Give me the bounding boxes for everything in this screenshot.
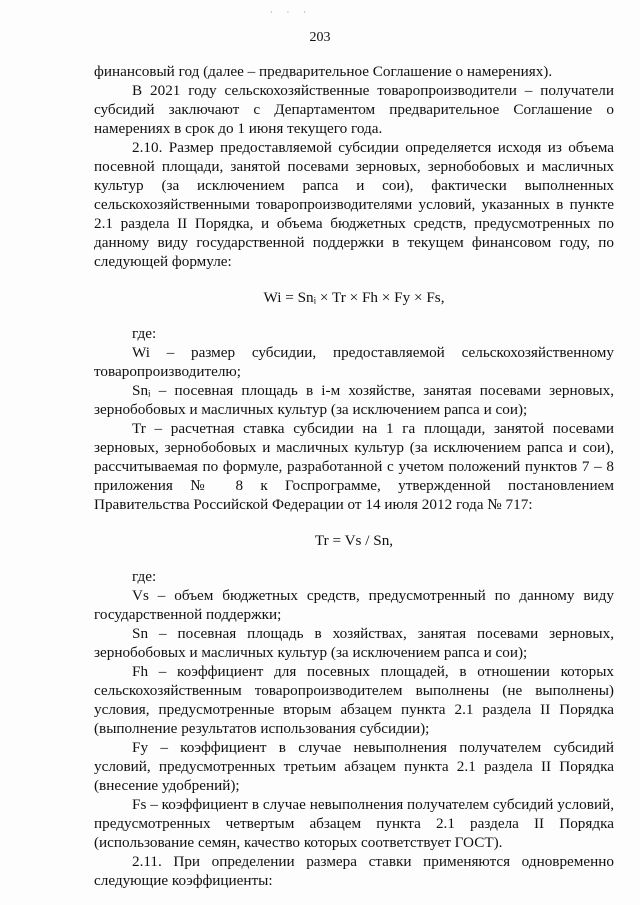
document-body xyxy=(94,62,614,890)
paragraph-2-11: 2.11. При определении размера ставки применяются одновременно следующие коэффициенты: xyxy=(94,853,614,889)
paragraph-2-10: 2.10. Размер предоставляемой субсидии определяется исходя из объема посевной площади, занятой посевами зерновых, зернобобовых и масличных культур (за исключением рапса и сои), фактически выполненных сельскохозяйственными товаропроизводителями условий, указанных в пункте 2.1 раздела II Порядка, и объема бюджетных средств, предусмотренных по данному виду государственной поддержки в текущем финансовом году, по следующей формуле: xyxy=(94,139,614,270)
definition-tr: Tr – расчетная ставка субсидии на 1 га площади, занятой посевами зерновых, зернобобовых и масличных культур (за исключением рапса и сои), рассчитываемая по формуле, разработанной с учетом положений пунктов 7 – 8 приложения № 8 к Госпрограмме, утвержденной постановлением Правительства Российской Федерации от 14 июля 2012 года № 717: xyxy=(94,420,614,513)
where-label-1: где: xyxy=(132,325,157,342)
paragraph-continuation: финансовый год (далее – предварительное Соглашение о намерениях). xyxy=(94,63,553,80)
paragraph-agreement-2021: В 2021 году сельскохозяйственные товаропроизводители – получатели субсидий заключают с Департаментом предварительное Соглашение о намерениях в срок до 1 июня текущего года. xyxy=(94,82,614,137)
definition-fy: Fy – коэффициент в случае невыполнения получателем субсидий условий, предусмотренных третьим абзацем пункта 2.1 раздела II Порядка (внесение удобрений); xyxy=(94,739,614,794)
where-label-2: где: xyxy=(132,568,157,585)
definition-sn: Sn – посевная площадь в хозяйствах, занятая посевами зерновых, зернобобовых и масличных культур (за исключением рапса и сои); xyxy=(94,625,614,661)
page-number: 203 xyxy=(309,30,331,45)
definition-wi: Wi – размер субсидии, предоставляемой сельскохозяйственному товаропроизводителю; xyxy=(94,344,614,380)
definition-sni: Snᵢ – посевная площадь в i-м хозяйстве, занятая посевами зерновых, зернобобовых и масличных культур (за исключением рапса и сои); xyxy=(94,382,614,418)
formula-wi: Wi = Snᵢ × Tr × Fh × Fy × Fs, xyxy=(263,289,445,306)
scan-artifact: · · · xyxy=(270,8,312,17)
definition-fs: Fs – коэффициент в случае невыполнения получателем субсидий условий, предусмотренных четвертым абзацем пункта 2.1 раздела II Порядка (использование семян, качество которых соответствует ГОСТ). xyxy=(94,796,614,851)
definition-fh: Fh – коэффициент для посевных площадей, в отношении которых сельскохозяйственным товаропроизводителем выполнены (не выполнены) условия, предусмотренные вторым абзацем пункта 2.1 раздела II Порядка (выполнение результатов использования субсидии); xyxy=(94,663,614,737)
definition-vs: Vs – объем бюджетных средств, предусмотренный по данному виду государственной поддержки; xyxy=(94,587,614,623)
formula-tr: Tr = Vs / Sn, xyxy=(314,532,394,549)
